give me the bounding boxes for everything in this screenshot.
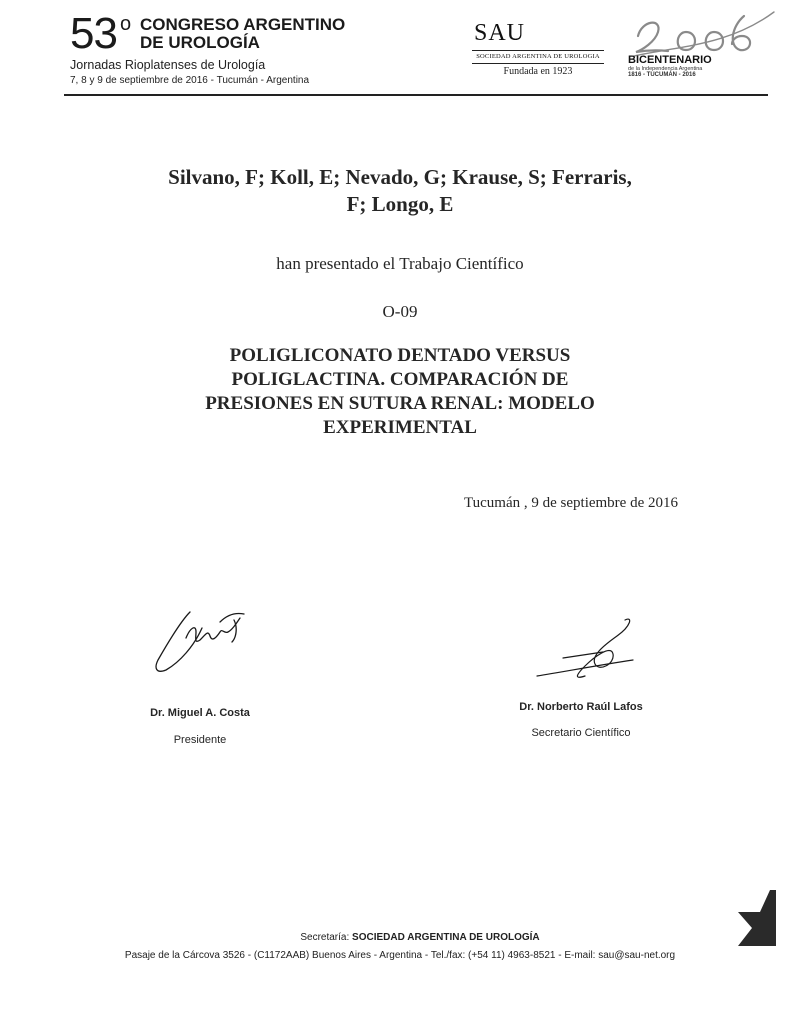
footer-secretariat-label: Secretaría: bbox=[300, 932, 350, 943]
work-title-line: POLIGLICONATO DENTADO VERSUS bbox=[229, 345, 571, 366]
congress-title-line2: DE UROLOGÍA bbox=[140, 33, 260, 52]
corner-decoration bbox=[708, 888, 778, 948]
bicentenario-subtitle: de la Independencia Argentina bbox=[628, 66, 703, 72]
congress-dates: 7, 8 y 9 de septiembre de 2016 - Tucumán - Argentina bbox=[70, 75, 310, 86]
sau-logo-abbr: SAU bbox=[474, 20, 526, 46]
footer-secretariat bbox=[200, 932, 640, 944]
signatory-name-secretary: Dr. Norberto Raúl Lafos bbox=[519, 701, 643, 713]
footer-secretariat-name: SOCIEDAD ARGENTINA DE UROLOGÍA bbox=[352, 932, 540, 943]
bicentenario-title: BICENTENARIO bbox=[628, 54, 712, 66]
footer-address: Pasaje de la Cárcova 3526 - (C1172AAB) Buenos Aires - Argentina - Tel./fax: (+54 11) 4963-8521 - E-mail: sau@sau-net.org bbox=[124, 950, 676, 961]
congress-subtitle: Jornadas Rioplatenses de Urología bbox=[70, 58, 266, 72]
congress-title-line1: CONGRESO ARGENTINO bbox=[140, 15, 346, 34]
presented-text: han presentado el Trabajo Científico bbox=[276, 254, 524, 273]
authors-line1: Silvano, F; Koll, E; Nevado, G; Krause, S; Ferraris, bbox=[168, 165, 632, 189]
work-title-line: PRESIONES EN SUTURA RENAL: MODELO bbox=[205, 393, 595, 414]
authors bbox=[90, 164, 710, 218]
work-title bbox=[150, 344, 650, 440]
signatory-role-president: Presidente bbox=[173, 734, 227, 746]
signatory-name-president: Dr. Miguel A. Costa bbox=[150, 707, 250, 719]
work-code: O-09 bbox=[382, 302, 418, 321]
work-title-line: EXPERIMENTAL bbox=[323, 417, 477, 438]
congress-number: 53 bbox=[70, 9, 117, 58]
sau-logo-founded: Fundada en 1923 bbox=[503, 66, 573, 77]
header-divider bbox=[64, 94, 768, 96]
bicentenario-script-logo bbox=[628, 6, 778, 58]
place-date: Tucumán , 9 de septiembre de 2016 bbox=[464, 495, 678, 511]
work-title-line: POLIGLACTINA. COMPARACIÓN DE bbox=[231, 369, 569, 390]
bicentenario-years: 1816 - TUCUMÁN - 2016 bbox=[628, 72, 696, 78]
signatory-role-secretary: Secretario Científico bbox=[531, 727, 631, 739]
signature-scientific-secretary bbox=[533, 614, 638, 686]
congress-ordinal: o bbox=[120, 13, 132, 35]
congress-title bbox=[140, 16, 345, 52]
sau-logo-name: SOCIEDAD ARGENTINA DE UROLOGIA bbox=[472, 50, 604, 64]
signature-president bbox=[150, 598, 255, 678]
authors-line2: F; Longo, E bbox=[346, 192, 454, 216]
